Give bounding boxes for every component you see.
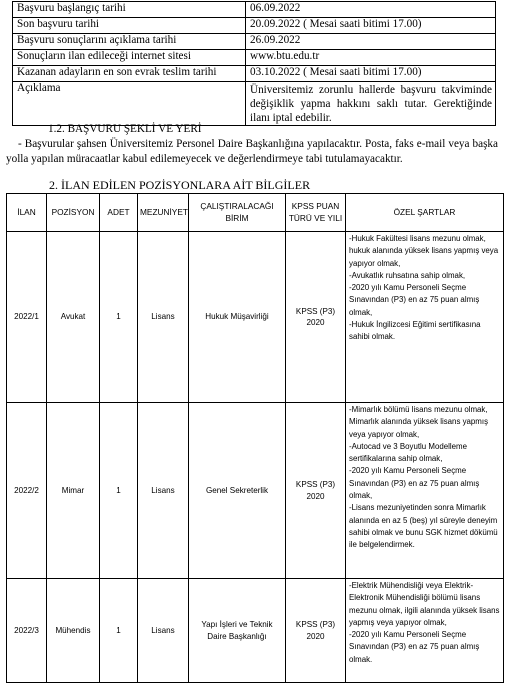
cell-pozisyon: Mühendis <box>47 579 100 683</box>
table-row <box>7 403 504 579</box>
requirement-item: -Autocad ve 3 Boyutlu Modelleme sertifikalarına sahip olmak, <box>349 441 467 464</box>
date-value: 20.09.2022 ( Mesai saati bitimi 17.00) <box>246 18 496 34</box>
dates-row <box>13 50 496 66</box>
cell-ilan: 2022/1 <box>7 232 47 403</box>
cell-kpss: KPSS (P3) 2020 <box>286 579 346 683</box>
date-value: 26.09.2022 <box>246 34 496 50</box>
requirement-item: -Avukatlık ruhsatına sahip olmak, <box>349 270 466 280</box>
column-header-ozel-sartlar: ÖZEL ŞARTLAR <box>346 194 504 232</box>
positions-table <box>6 193 504 683</box>
cell-mezuniyet: Lisans <box>138 579 189 683</box>
cell-mezuniyet: Lisans <box>138 232 189 403</box>
date-label: Sonuçların ilan edileceği internet sitesi <box>13 50 246 66</box>
requirement-item: -Lisans mezuniyetinden sonra Mimarlık alanında en az 5 (beş) yıl süreyle deneyim sahibi olmak ve bunu SGK hizmet dökümü ile belgelendirmek. <box>349 503 498 550</box>
section-1-paragraph: - Başvurular şahsen Üniversitemiz Personel Daire Başkanlığına yapılacaktır. Posta, faks e-mail veya başka yolla yapılan müracaatlar kabul edilemeyecek ve değerlendirmeye tabi tutulamayacaktır. <box>6 138 498 165</box>
requirement-item: -2020 yılı Kamu Personeli Seçme Sınavından (P3) en az 75 puan almış olmak. <box>349 630 480 664</box>
column-header-adet: ADET <box>100 194 138 232</box>
table-header-row <box>7 194 504 232</box>
table-row <box>7 232 504 403</box>
column-header-ilan: İLAN <box>7 194 47 232</box>
description-text: Üniversitemiz zorunlu hallerde başvuru takviminde değişiklik yapma hakkını saklı tutar. Gerektiğinde ilanı iptal edebilir. <box>246 82 496 126</box>
requirement-item: -Hukuk İngilizcesi Eğitimi sertifikasına sahibi olmak. <box>349 320 481 342</box>
cell-birim: Hukuk Müşavirliği <box>189 232 286 403</box>
section-1-heading: 1.2. BAŞVURU ŞEKLİ VE YERİ <box>48 123 202 135</box>
dates-row <box>13 34 496 50</box>
column-header-kpss: KPSS PUAN TÜRÜ VE YILI <box>286 194 346 232</box>
cell-ozel-sartlar <box>346 403 504 579</box>
cell-pozisyon: Mimar <box>47 403 100 579</box>
cell-birim: Genel Sekreterlik <box>189 403 286 579</box>
dates-row <box>13 18 496 34</box>
requirement-item: -2020 yılı Kamu Personeli Seçme Sınavından (P3) en az 75 puan almış olmak, <box>349 283 480 317</box>
dates-row <box>13 66 496 82</box>
cell-ozel-sartlar <box>346 579 504 683</box>
requirement-item: -2020 yılı Kamu Personeli Seçme Sınavından (P3) en az 75 puan almış olmak, <box>349 466 480 501</box>
cell-adet: 1 <box>100 403 138 579</box>
requirement-item: -Mimarlık bölümü lisans mezunu olmak, Mimarlık alanında yüksek lisans yapmış veya yapıyor olmak, <box>349 405 489 439</box>
cell-pozisyon: Avukat <box>47 232 100 403</box>
cell-mezuniyet: Lisans <box>138 403 189 579</box>
cell-ilan: 2022/3 <box>7 579 47 683</box>
requirement-item: -Elektrik Mühendisliği veya Elektrik-Elektronik Mühendisliği bölümü lisans mezunu olmak, ilgili alanında yüksek lisans yapmış veya yapıyor olmak, <box>349 581 500 627</box>
column-header-mezuniyet: MEZUNİYET <box>138 194 189 232</box>
cell-adet: 1 <box>100 579 138 683</box>
cell-kpss: KPSS (P3) 2020 <box>286 232 346 403</box>
date-label: Kazanan adayların en son evrak teslim tarihi <box>13 66 246 82</box>
dates-row <box>13 2 496 18</box>
date-value: 06.09.2022 <box>246 2 496 18</box>
cell-adet: 1 <box>100 232 138 403</box>
column-header-pozisyon: POZİSYON <box>47 194 100 232</box>
application-dates-table <box>12 1 496 126</box>
cell-kpss: KPSS (P3) 2020 <box>286 403 346 579</box>
cell-birim: Yapı İşleri ve Teknik Daire Başkanlığı <box>189 579 286 683</box>
cell-ilan: 2022/2 <box>7 403 47 579</box>
table-row <box>7 579 504 683</box>
date-label: Son başvuru tarihi <box>13 18 246 34</box>
date-value: 03.10.2022 ( Mesai saati bitimi 17.00) <box>246 66 496 82</box>
website-value: www.btu.edu.tr <box>246 50 496 66</box>
description-label: Açıklama <box>13 82 246 126</box>
section-2-heading: 2. İLAN EDİLEN POZİSYONLARA AİT BİLGİLER <box>49 178 311 192</box>
cell-ozel-sartlar <box>346 232 504 403</box>
date-label: Başvuru başlangıç tarihi <box>13 2 246 18</box>
date-label: Başvuru sonuçlarını açıklama tarihi <box>13 34 246 50</box>
requirement-item: -Hukuk Fakültesi lisans mezunu olmak, hukuk alanında yüksek lisans yapmış veya yapıyor olmak, <box>349 234 499 268</box>
column-header-birim: ÇALIŞTIRALACAĞI BİRİM <box>189 194 286 232</box>
dates-row <box>13 82 496 126</box>
